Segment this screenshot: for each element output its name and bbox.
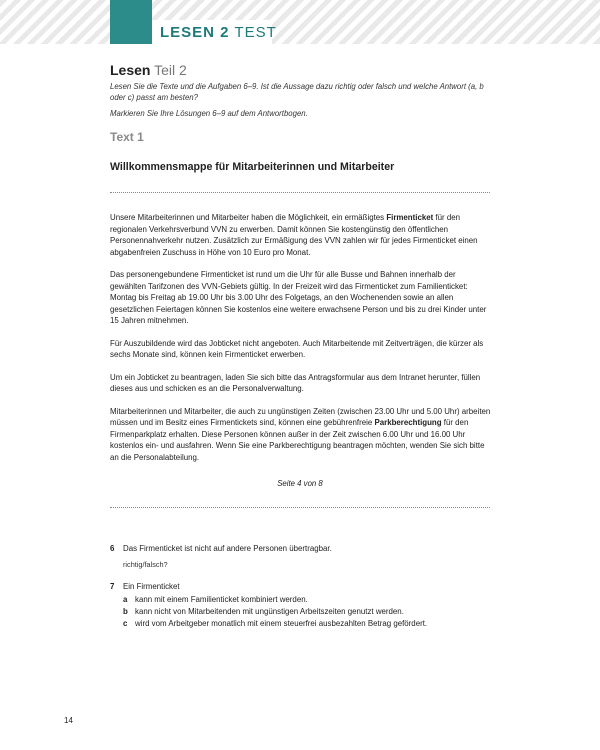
header-section-label	[152, 20, 277, 44]
task-7-option-c	[123, 619, 427, 628]
paragraph-1-part-b: für den regionalen Verkehrsverbund VVN zu erwerben. Damit können Sie kostengünstig den öffentlichen Personennahverkehr nutzen. Zusätzlich zur Ermäßigung des VVN zahlen wir für jedes Firmenticket einen abgabenfreien Zuschuss in Höhe von 10 Euro pro Monat.	[110, 213, 478, 257]
section-title-main: Lesen	[110, 62, 151, 78]
header-band	[0, 0, 600, 44]
paragraph-validity: Das personengebundene Firmenticket ist rund um die Uhr für alle Busse und Bahnen innerhalb der gewählten Tarifzonen des VVN-Gebiets gültig. In der Freizeit wird das Firmenticket zum Familienticket: Montag bis Freitag ab 19.00 Uhr bis 3.00 Uhr des Folgetags, an den Wochenenden sowie an allen gesetzlichen Feiertagen können Sie kostenlos eine weitere erwachsene Person und bis zu drei Kinder unter 15 Jahren mitnehmen.	[110, 270, 487, 325]
body-text	[110, 212, 492, 474]
page-number: 14	[64, 716, 73, 725]
header-section-name: LESEN 2	[160, 24, 230, 41]
text-label: Text 1	[110, 130, 144, 144]
paragraph-parking	[110, 406, 492, 464]
keyword-parkberechtigung: Parkberechtigung	[374, 418, 442, 427]
option-text: kann nicht von Mitarbeitenden mit ungünstigen Arbeitszeiten genutzt werden.	[135, 607, 404, 616]
paragraph-1-part-a: Unsere Mitarbeiterinnen und Mitarbeiter haben die Möglichkeit, ein ermäßigtes	[110, 213, 387, 222]
header-accent-block	[110, 0, 152, 44]
paragraph-application: Um ein Jobticket zu beantragen, laden Sie sich bitte das Antragsformular aus dem Intranet herunter, füllen dieses aus und schicken es an die Personalverwaltung.	[110, 372, 481, 393]
task-7-option-b	[123, 607, 404, 616]
task-7-number: 7	[110, 582, 115, 591]
keyword-firmenticket: Firmenticket	[386, 213, 434, 222]
task-6-hint: richtig/falsch?	[123, 560, 168, 569]
option-text: wird vom Arbeitgeber monatlich mit einem steuerfrei ausbezahlten Betrag gefördert.	[135, 619, 428, 628]
divider-top	[110, 192, 490, 193]
section-title	[110, 62, 187, 78]
option-text: kann mit einem Familienticket kombiniert werden.	[135, 595, 308, 604]
option-letter: c	[123, 619, 128, 628]
paragraph-firmenticket	[110, 212, 492, 258]
task-7-option-a	[123, 595, 308, 604]
page-indicator: Seite 4 von 8	[277, 479, 323, 488]
section-title-sub: Teil 2	[154, 62, 187, 78]
instructions	[110, 81, 500, 119]
paragraph-exclusions: Für Auszubildende wird das Jobticket nicht angeboten. Auch Mitarbeitende mit Zeitverträgen, die kürzer als sechs Monate sind, können kein Firmenticket erwerben.	[110, 338, 484, 359]
task-7-stem: Ein Firmenticket	[123, 582, 180, 591]
task-6-statement: Das Firmenticket ist nicht auf andere Personen übertragbar.	[123, 544, 332, 553]
divider-bottom	[110, 507, 490, 508]
paragraph-5-part-a: Mitarbeiterinnen und Mitarbeiter, die auch zu ungünstigen Zeiten (zwischen 23.00 Uhr und 5.00 Uhr) arbeiten müssen und im Besitz eines Firmentickets sind, können eine gebührenfreie	[110, 406, 491, 427]
option-letter: a	[123, 595, 128, 604]
paragraph-5-part-b: für den Firmenparkplatz erhalten. Diese Personen können außer in der Zeit zwischen 6.00 Uhr und 16.00 Uhr kostenlos ein- und ausfahren. Wenn Sie eine Parkberechtigung beantragen möchten, wenden Sie sich bitte an die Personalabteilung.	[110, 418, 485, 462]
instructions-marking: Markieren Sie Ihre Lösungen 6–9 auf dem Antwortbogen.	[110, 109, 308, 118]
option-letter: b	[123, 607, 128, 616]
header-section-type: TEST	[234, 24, 277, 41]
text-title: Willkommensmappe für Mitarbeiterinnen und Mitarbeiter	[110, 161, 395, 173]
instructions-task: Lesen Sie die Texte und die Aufgaben 6–9. Ist die Aussage dazu richtig oder falsch und welche Antwort (a, b oder c) passt am besten?	[110, 82, 484, 102]
task-6-number: 6	[110, 544, 115, 553]
